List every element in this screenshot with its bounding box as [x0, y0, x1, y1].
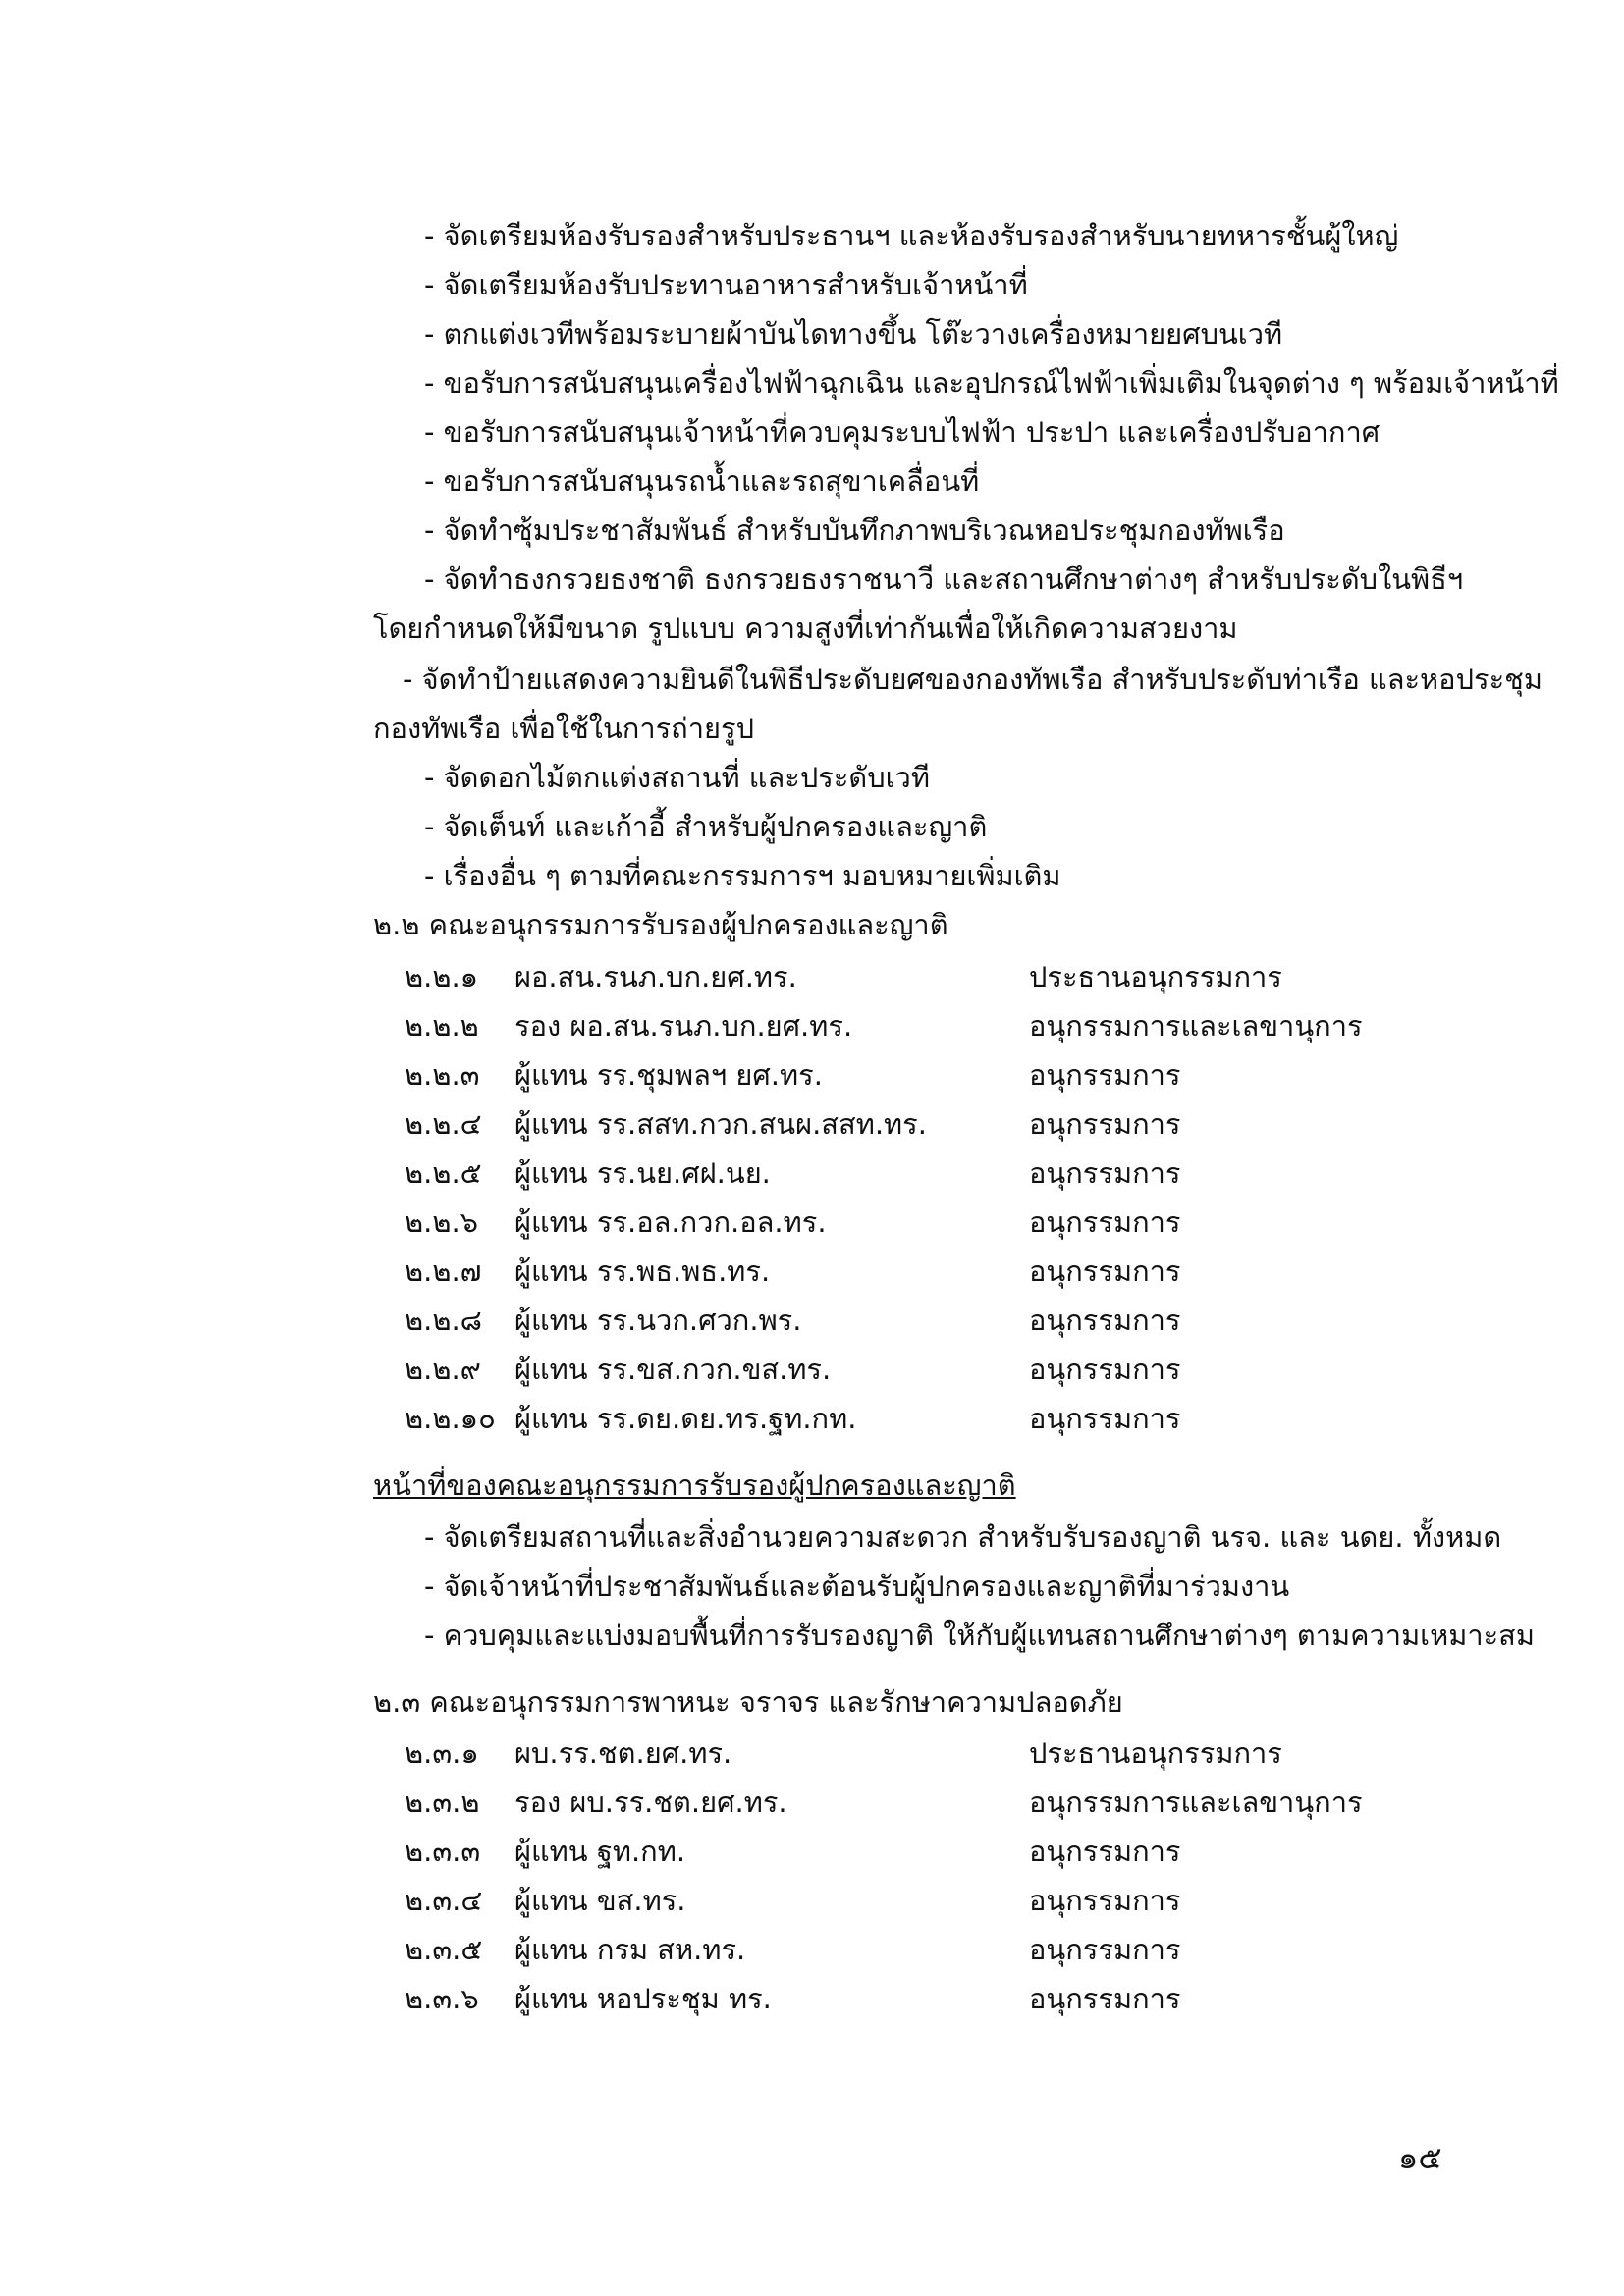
member-name: ผู้แทน ฐท.กท. — [514, 1835, 686, 1868]
member-role: ประธานอนุกรรมการ — [1029, 960, 1282, 993]
member-name: ผู้แทน รร.พธ.พธ.ทร. — [514, 1255, 771, 1288]
member-role: อนุกรรมการ — [1029, 1884, 1181, 1917]
member-row — [405, 1399, 856, 1438]
bullet-water-toilet-trucks: - ขอรับการสนับสนุนรถน้ำและรถสุขาเคลื่อนที่ — [424, 464, 980, 498]
member-role: อนุกรรมการ — [1029, 1353, 1181, 1386]
member-number: ๒.๓.๔ — [405, 1884, 483, 1917]
member-number: ๒.๒.๑ — [405, 960, 479, 993]
member-name: ผู้แทน กรม สห.ทร. — [514, 1933, 746, 1966]
member-number: ๒.๓.๑ — [405, 1736, 479, 1770]
member-number: ๒.๓.๕ — [405, 1933, 483, 1966]
member-name: ผู้แทน รร.ชุมพลฯ ยศ.ทร. — [514, 1058, 823, 1092]
member-number: ๒.๒.๔ — [405, 1107, 482, 1141]
member-row — [405, 1301, 801, 1340]
member-role: ประธานอนุกรรมการ — [1029, 1736, 1282, 1770]
member-name: ผู้แทน รร.อล.กวก.อล.ทร. — [514, 1205, 827, 1239]
member-role: อนุกรรมการ — [1029, 1402, 1181, 1435]
member-name: ผู้แทน รร.สสท.กวก.สนผ.สสท.ทร. — [514, 1107, 927, 1141]
bullet-flowers: - จัดดอกไม้ตกแต่งสถานที่ และประดับเวที — [424, 761, 930, 794]
member-role: อนุกรรมการ — [1029, 1156, 1181, 1190]
member-role: อนุกรรมการ — [1029, 1304, 1181, 1337]
member-number: ๒.๓.๒ — [405, 1786, 480, 1819]
sign-paragraph-line-1: - จัดทำป้ายแสดงความยินดีในพิธีประดับยศของกองทัพเรือ สำหรับประดับท่าเรือ และหอประชุม — [403, 663, 1543, 696]
member-row — [405, 1930, 745, 1969]
page-number: ๑๕ — [1398, 2139, 1442, 2176]
member-role: อนุกรรมการ — [1029, 1255, 1181, 1288]
bullet-utility-staff: - ขอรับการสนับสนุนเจ้าหน้าที่ควบคุมระบบไฟฟ้า ประปา และเครื่องปรับอากาศ — [424, 415, 1380, 449]
member-row — [405, 1734, 731, 1773]
sign-paragraph-line-2: กองทัพเรือ เพื่อใช้ในการถ่ายรูป — [373, 712, 755, 745]
member-role: อนุกรรมการและเลขานุการ — [1029, 1786, 1363, 1819]
duties-2-2-heading: หน้าที่ของคณะอนุกรรมการรับรองผู้ปกครองและญาติ — [373, 1468, 1016, 1502]
member-row — [405, 1055, 823, 1095]
bullet-reception-room: - จัดเตรียมห้องรับรองสำหรับประธานฯ และห้องรับรองสำหรับนายทหารชั้นผู้ใหญ่ — [424, 219, 1399, 252]
member-name: รอง ผบ.รร.ชต.ยศ.ทร. — [514, 1786, 787, 1819]
member-role: อนุกรรมการ — [1029, 1107, 1181, 1141]
member-number: ๒.๒.๗ — [405, 1255, 482, 1288]
member-name: รอง ผอ.สน.รนภ.บก.ยศ.ทร. — [514, 1009, 853, 1042]
member-number: ๒.๒.๓ — [405, 1058, 480, 1092]
member-number: ๒.๒.๙ — [405, 1353, 481, 1386]
member-name: ผบ.รร.ชต.ยศ.ทร. — [514, 1736, 732, 1770]
member-name: ผู้แทน รร.ขส.กวก.ขส.ทร. — [514, 1353, 832, 1386]
member-number: ๒.๒.๕ — [405, 1156, 482, 1190]
member-role: อนุกรรมการ — [1029, 1982, 1181, 2015]
member-role: อนุกรรมการ — [1029, 1933, 1181, 1966]
member-name: ผู้แทน รร.นวก.ศวก.พร. — [514, 1304, 802, 1337]
member-row — [405, 1202, 827, 1242]
bullet-pr-booth: - จัดทำซุ้มประชาสัมพันธ์ สำหรับบันทึกภาพบริเวณหอประชุมกองทัพเรือ — [424, 513, 1285, 547]
bullet-stage-decoration: - ตกแต่งเวทีพร้อมระบายผ้าบันไดทางขึ้น โต๊ะวางเครื่องหมายยศบนเวที — [424, 317, 1283, 350]
member-name: ผู้แทน รร.นย.ศฝ.นย. — [514, 1156, 771, 1190]
bullet-other-matters: - เรื่องอื่น ๆ ตามที่คณะกรรมการฯ มอบหมายเพิ่มเติม — [424, 859, 1061, 892]
duty-item: - ควบคุมและแบ่งมอบพื้นที่การรับรองญาติ ให้กับผู้แทนสถานศึกษาต่างๆ ตามความเหมาะสม — [424, 1619, 1535, 1652]
member-name: ผู้แทน ขส.ทร. — [514, 1884, 686, 1917]
member-row — [405, 1252, 770, 1291]
member-row — [405, 957, 797, 996]
bullet-tents-chairs: - จัดเต็นท์ และเก้าอี้ สำหรับผู้ปกครองและญาติ — [424, 810, 988, 843]
duty-item: - จัดเจ้าหน้าที่ประชาสัมพันธ์และต้อนรับผู้ปกครองและญาติที่มาร่วมงาน — [424, 1570, 1290, 1603]
member-row — [405, 1832, 685, 1871]
member-role: อนุกรรมการ — [1029, 1205, 1181, 1239]
committee-2-2-title: ๒.๒ คณะอนุกรรมการรับรองผู้ปกครองและญาติ — [373, 908, 948, 941]
member-name: ผู้แทน รร.ดย.ดย.ทร.ฐท.กท. — [514, 1402, 857, 1435]
member-name: ผอ.สน.รนภ.บก.ยศ.ทร. — [514, 960, 797, 993]
bullet-dining-room: - จัดเตรียมห้องรับประทานอาหารสำหรับเจ้าหน้าที่ — [424, 268, 1028, 301]
member-row — [405, 1006, 852, 1045]
member-row — [405, 1979, 772, 2018]
member-number: ๒.๒.๒ — [405, 1009, 479, 1042]
member-role: อนุกรรมการ — [1029, 1835, 1181, 1868]
committee-2-3-title: ๒.๓ คณะอนุกรรมการพาหนะ จราจร และรักษาความปลอดภัย — [373, 1685, 1123, 1719]
member-row — [405, 1881, 686, 1920]
member-number: ๒.๒.๑๐ — [405, 1402, 496, 1435]
member-row — [405, 1104, 927, 1144]
member-row — [405, 1153, 771, 1193]
member-number: ๒.๓.๖ — [405, 1982, 479, 2015]
member-row — [405, 1783, 787, 1822]
member-row — [405, 1350, 831, 1389]
flags-paragraph-line-2: โดยกำหนดให้มีขนาด รูปแบบ ความสูงที่เท่ากันเพื่อให้เกิดความสวยงาม — [373, 612, 1238, 645]
member-number: ๒.๒.๖ — [405, 1205, 479, 1239]
member-role: อนุกรรมการและเลขานุการ — [1029, 1009, 1363, 1042]
member-role: อนุกรรมการ — [1029, 1058, 1181, 1092]
member-number: ๒.๓.๓ — [405, 1835, 481, 1868]
flags-paragraph-line-1: - จัดทำธงกรวยธงชาติ ธงกรวยธงราชนาวี และสถานศึกษาต่างๆ สำหรับประดับในพิธีฯ — [424, 562, 1464, 596]
duty-item: - จัดเตรียมสถานที่และสิ่งอำนวยความสะดวก สำหรับรับรองญาติ นรจ. และ นดย. ทั้งหมด — [424, 1521, 1502, 1554]
member-name: ผู้แทน หอประชุม ทร. — [514, 1982, 772, 2015]
bullet-emergency-power: - ขอรับการสนับสนุนเครื่องไฟฟ้าฉุกเฉิน และอุปกรณ์ไฟฟ้าเพิ่มเติมในจุดต่าง ๆ พร้อมเจ้าหน้าที่ — [424, 366, 1559, 400]
member-number: ๒.๒.๘ — [405, 1304, 483, 1337]
